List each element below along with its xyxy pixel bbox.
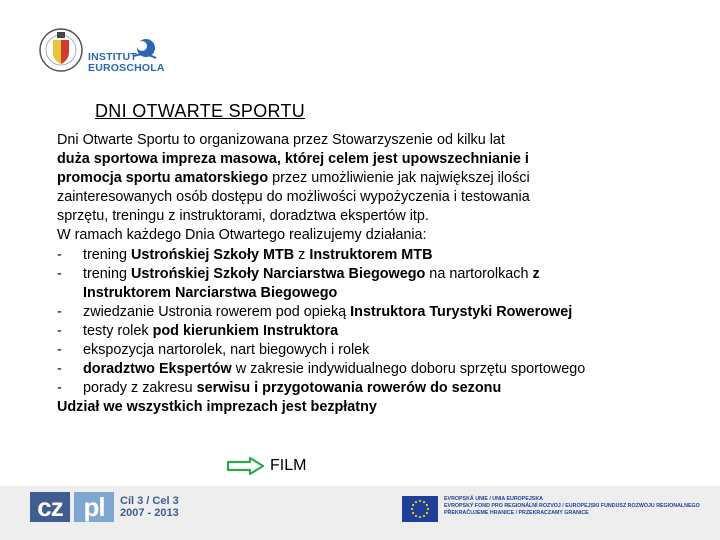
slide-body	[57, 131, 657, 417]
text-run: Dni Otwarte Sportu	[57, 132, 180, 148]
text-run: zainteresowanych osób dostępu do możliwości wypożyczenia i testowania	[57, 189, 530, 206]
bullet-item	[57, 265, 657, 284]
text-run: Instruktorem MTB	[309, 246, 433, 263]
text-run: serwisu i przygotowania rowerów do sezonu	[196, 380, 502, 397]
bullet-dash	[57, 284, 83, 303]
bullet-text	[83, 246, 432, 265]
bullet-item	[57, 303, 657, 322]
bullet-dash: -	[57, 380, 62, 397]
association-crest-icon	[38, 26, 84, 78]
bullet-continuation	[57, 284, 657, 303]
text-run: z	[532, 265, 540, 282]
right-arrow-icon	[226, 456, 266, 476]
eu-line-2: EVROPSKÝ FOND PRO REGIONÁLNÍ ROZVOJ / EUROPEJSKI FUNDUSZ ROZWOJU REGIONALNEGO	[444, 503, 700, 509]
logo-line-1: INSTITUT	[88, 51, 137, 63]
header-band	[0, 0, 720, 96]
closing-line	[57, 398, 657, 417]
eu-flag-icon	[402, 496, 438, 522]
text-run: duża sportowa impreza masowa, której celem jest upowszechnianie i	[57, 151, 529, 168]
cil3-text	[120, 495, 179, 519]
bullet-item	[57, 379, 657, 398]
text-run: zwiedzanie Ustronia rowerem pod opieką	[83, 303, 351, 320]
text-run: sprzętu, treningu z instruktorami, doradztwa ekspertów itp.	[57, 208, 429, 225]
czpl-cz: cz	[30, 492, 70, 522]
bullet-dash: -	[57, 342, 62, 359]
czpl-logo	[30, 492, 179, 522]
text-run: na nartorolkach	[425, 265, 533, 282]
bullet-item	[57, 341, 657, 360]
bullet-item	[57, 360, 657, 379]
bullet-dash: -	[57, 303, 62, 320]
text-run: przez umożliwienie jak największej ilości	[268, 170, 530, 187]
text-run: trening	[83, 265, 131, 282]
paragraph-line	[57, 207, 657, 226]
bullet-item	[57, 246, 657, 265]
bullet-text	[83, 303, 572, 322]
euroschola-logo	[88, 52, 165, 74]
text-run: ekspozycja nartorolek, nart biegowych i rolek	[83, 342, 370, 359]
bullet-text	[83, 360, 585, 379]
film-link[interactable]	[226, 456, 306, 476]
text-run: testy rolek	[83, 322, 153, 339]
text-run: Ustrońskiej Szkoły Narciarstwa Biegowego	[131, 265, 426, 282]
text-run: doradztwo Ekspertów	[83, 361, 232, 378]
eu-line-1: EVROPSKÁ UNIE / UNIA EUROPEJSKA	[444, 496, 543, 502]
bullet-text	[83, 265, 540, 284]
bullet-dash: -	[57, 361, 62, 378]
text-run: trening	[83, 246, 131, 263]
text-run: Ustrońskiej Szkoły MTB	[131, 246, 295, 263]
paragraph-line	[57, 188, 657, 207]
bullet-text	[83, 379, 501, 398]
closing-text: Udział we wszystkich imprezach jest bezpłatny	[57, 399, 377, 416]
bullet-dash: -	[57, 265, 62, 282]
text-run: to organizowana przez Stowarzyszenie od kilku lat	[179, 132, 505, 148]
bullet-dash: -	[57, 246, 62, 263]
bullet-dash: -	[57, 322, 62, 339]
text-run: w zakresie indywidualnego doboru sprzętu sportowego	[231, 361, 586, 378]
bullet-text	[83, 341, 369, 360]
bullet-text	[83, 322, 338, 341]
film-label: FILM	[270, 457, 307, 474]
eu-text	[444, 496, 704, 517]
text-run: W ramach każdego Dnia Otwartego realizujemy działania:	[57, 227, 427, 244]
text-run: z	[294, 246, 310, 263]
text-run: Instruktorem Narciarstwa Biegowego	[83, 284, 338, 301]
czpl-pl: pl	[74, 492, 114, 522]
paragraph-line	[57, 226, 657, 245]
cil3-line-1: Cíl 3 / Cel 3	[120, 495, 179, 507]
text-run: porady z zakresu	[83, 380, 197, 397]
text-run: Instruktora Turystyki Rowerowej	[350, 303, 573, 320]
text-run: promocja sportu amatorskiego	[57, 170, 269, 187]
paragraph-line	[57, 150, 657, 169]
cil3-line-2: 2007 - 2013	[120, 507, 179, 519]
slide-title: DNI OTWARTE SPORTU	[95, 101, 306, 121]
text-run: pod kierunkiem Instruktora	[152, 322, 339, 339]
bullet-item	[57, 322, 657, 341]
paragraph-line	[57, 131, 657, 150]
eu-logo	[402, 496, 704, 522]
paragraph-line	[57, 169, 657, 188]
eu-line-3: PŘEKRAČUJEME HRANICE / PRZEKRACZAMY GRANICE	[444, 510, 589, 516]
logo-line-2: EUROSCHOLA	[88, 62, 165, 74]
bullet-text	[83, 284, 337, 303]
